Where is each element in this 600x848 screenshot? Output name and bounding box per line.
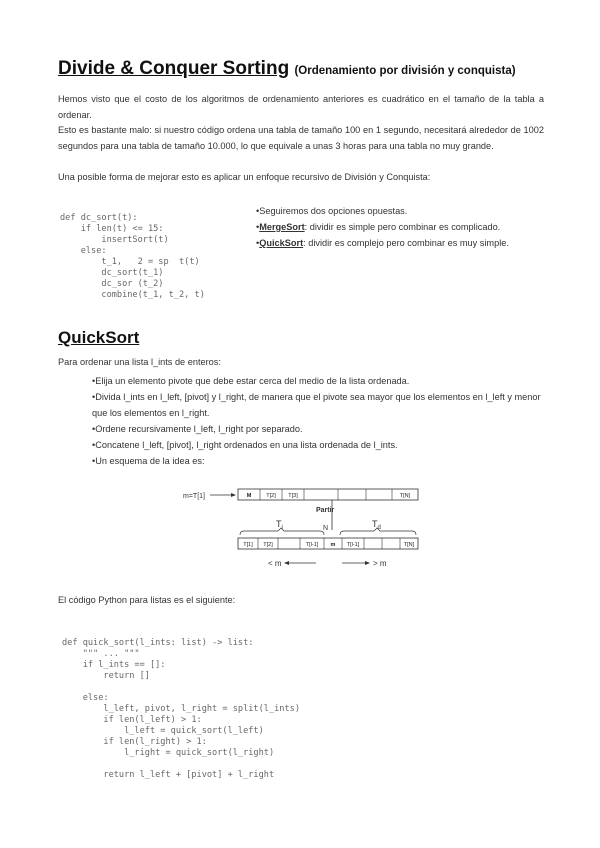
ti-main: T	[276, 519, 282, 529]
code-line: combine(t_1, t_2, t)	[60, 290, 205, 300]
code-line: else:	[62, 693, 109, 703]
list-item	[92, 453, 544, 469]
td-label	[372, 519, 381, 531]
step-text: Elija un elemento pivote que debe estar cerca del medio de la lista ordenada.	[95, 376, 410, 386]
td-main: T	[372, 519, 378, 529]
right-brace	[340, 528, 416, 535]
intro-paragraph-1: Hemos visto que el costo de los algoritmos de ordenamiento anteriores es cuadrático en el tamaño de la tabla a ordenar.	[58, 94, 544, 120]
list-item	[92, 421, 544, 437]
mergesort-desc: : dividir es simple pero combinar es complicado.	[304, 222, 501, 232]
option-mergesort	[256, 219, 546, 235]
quicksort-steps	[92, 373, 544, 469]
top-cell-label: M	[246, 493, 252, 499]
option-quicksort	[256, 235, 546, 251]
code-line: def dc_sort(t):	[60, 213, 138, 223]
top-array	[238, 489, 418, 500]
code-line	[62, 759, 300, 770]
quicksort-lead: Para ordenar una lista l_ints de enteros:	[58, 357, 221, 367]
left-brace	[240, 528, 324, 535]
mergesort-link[interactable]: MergeSort	[259, 222, 305, 232]
page-title	[58, 58, 516, 80]
options-intro	[256, 203, 546, 219]
code-line: if len(t) <= 15:	[60, 224, 164, 234]
quicksort-link[interactable]: QuickSort	[259, 238, 304, 248]
ti-sub: i	[281, 525, 283, 531]
code-line: if len(l_left) > 1:	[62, 715, 202, 725]
quicksort-heading: QuickSort	[58, 328, 140, 347]
top-cell-label: T[3]	[288, 493, 298, 499]
code-line: l_left = quick_sort(l_left)	[62, 726, 264, 736]
code-line: return []	[62, 671, 150, 681]
code-line: t_1, 2 = sp t(t)	[60, 257, 200, 267]
code-line	[62, 682, 300, 693]
list-item	[92, 389, 544, 421]
python-code	[62, 627, 300, 792]
code-line: l_left, pivot, l_right = split(l_ints)	[62, 704, 300, 714]
top-cell-label: T[N]	[399, 493, 411, 499]
pivot-arrowhead	[231, 493, 236, 497]
options-list	[256, 203, 546, 251]
bottom-cell-label: T[l-1]	[305, 542, 319, 548]
code-line: dc_sort(t_1)	[60, 268, 164, 278]
bottom-cell-label: T[2]	[263, 542, 273, 548]
title-main: Divide & Conquer Sorting	[58, 58, 290, 79]
td-sub: d	[377, 525, 381, 531]
intro-paragraph-2: Esto es bastante malo: si nuestro código ordena una tabla de tamaño 100 en 1 segundo, necesitará alrededor de 1002 segundos para una tabla de tamaño 10.000, lo que equivale a unas 3 horas para una tabla no muy grande.	[58, 125, 544, 151]
right-arrowhead	[365, 561, 370, 565]
n-label: N	[323, 525, 329, 532]
step-text: Ordene recursivamente l_left, l_right por separado.	[95, 424, 303, 434]
code-line: def quick_sort(l_ints: list) -> list:	[62, 638, 254, 648]
pivot-label: m=T[1]	[183, 493, 205, 500]
bottom-cell-label: m	[330, 542, 336, 548]
step-text: Divida l_ints en l_left, [pivot] y l_right, de manera que el pivote sea mayor que los elementos en l_left y menor que los elementos en l_right.	[92, 392, 541, 418]
list-item	[92, 437, 544, 453]
lt-m-label: < m	[268, 559, 282, 568]
bottom-cell-label: T[l-1]	[346, 542, 360, 548]
list-item	[92, 373, 544, 389]
bottom-cell-label: T[1]	[243, 542, 253, 548]
bottom-cell-label: T[N]	[403, 542, 415, 548]
step-text: Un esquema de la idea es:	[95, 456, 205, 466]
python-lead: El código Python para listas es el siguiente:	[58, 595, 236, 605]
title-subtitle: (Ordenamiento por división y conquista)	[294, 65, 516, 77]
code-line: """ ... """	[62, 649, 140, 659]
left-arrowhead	[284, 561, 289, 565]
code-line: else:	[60, 246, 107, 256]
code-line: l_right = quick_sort(l_right)	[62, 748, 275, 758]
gt-m-label: > m	[373, 559, 387, 568]
quicksort-diagram	[170, 480, 430, 575]
code-line: if l_ints == []:	[62, 660, 166, 670]
code-line: return l_left + [pivot] + l_right	[62, 770, 275, 780]
partir-label: Partir	[316, 507, 335, 514]
code-line: if len(l_right) > 1:	[62, 737, 207, 747]
options-intro-text: Seguiremos dos opciones opuestas.	[259, 206, 408, 216]
step-text: Concatene l_left, [pivot], l_right ordenados en una lista ordenada de l_ints.	[95, 440, 398, 450]
quicksort-desc: : dividir es complejo pero combinar es muy simple.	[303, 238, 509, 248]
dc-sort-code	[60, 202, 205, 312]
code-line: dc_sor (t_2)	[60, 279, 164, 289]
code-line: insertSort(t)	[60, 235, 169, 245]
top-cell-label: T[2]	[266, 493, 276, 499]
intro-paragraph-3: Una posible forma de mejorar esto es aplicar un enfoque recursivo de División y Conquista:	[58, 172, 431, 182]
